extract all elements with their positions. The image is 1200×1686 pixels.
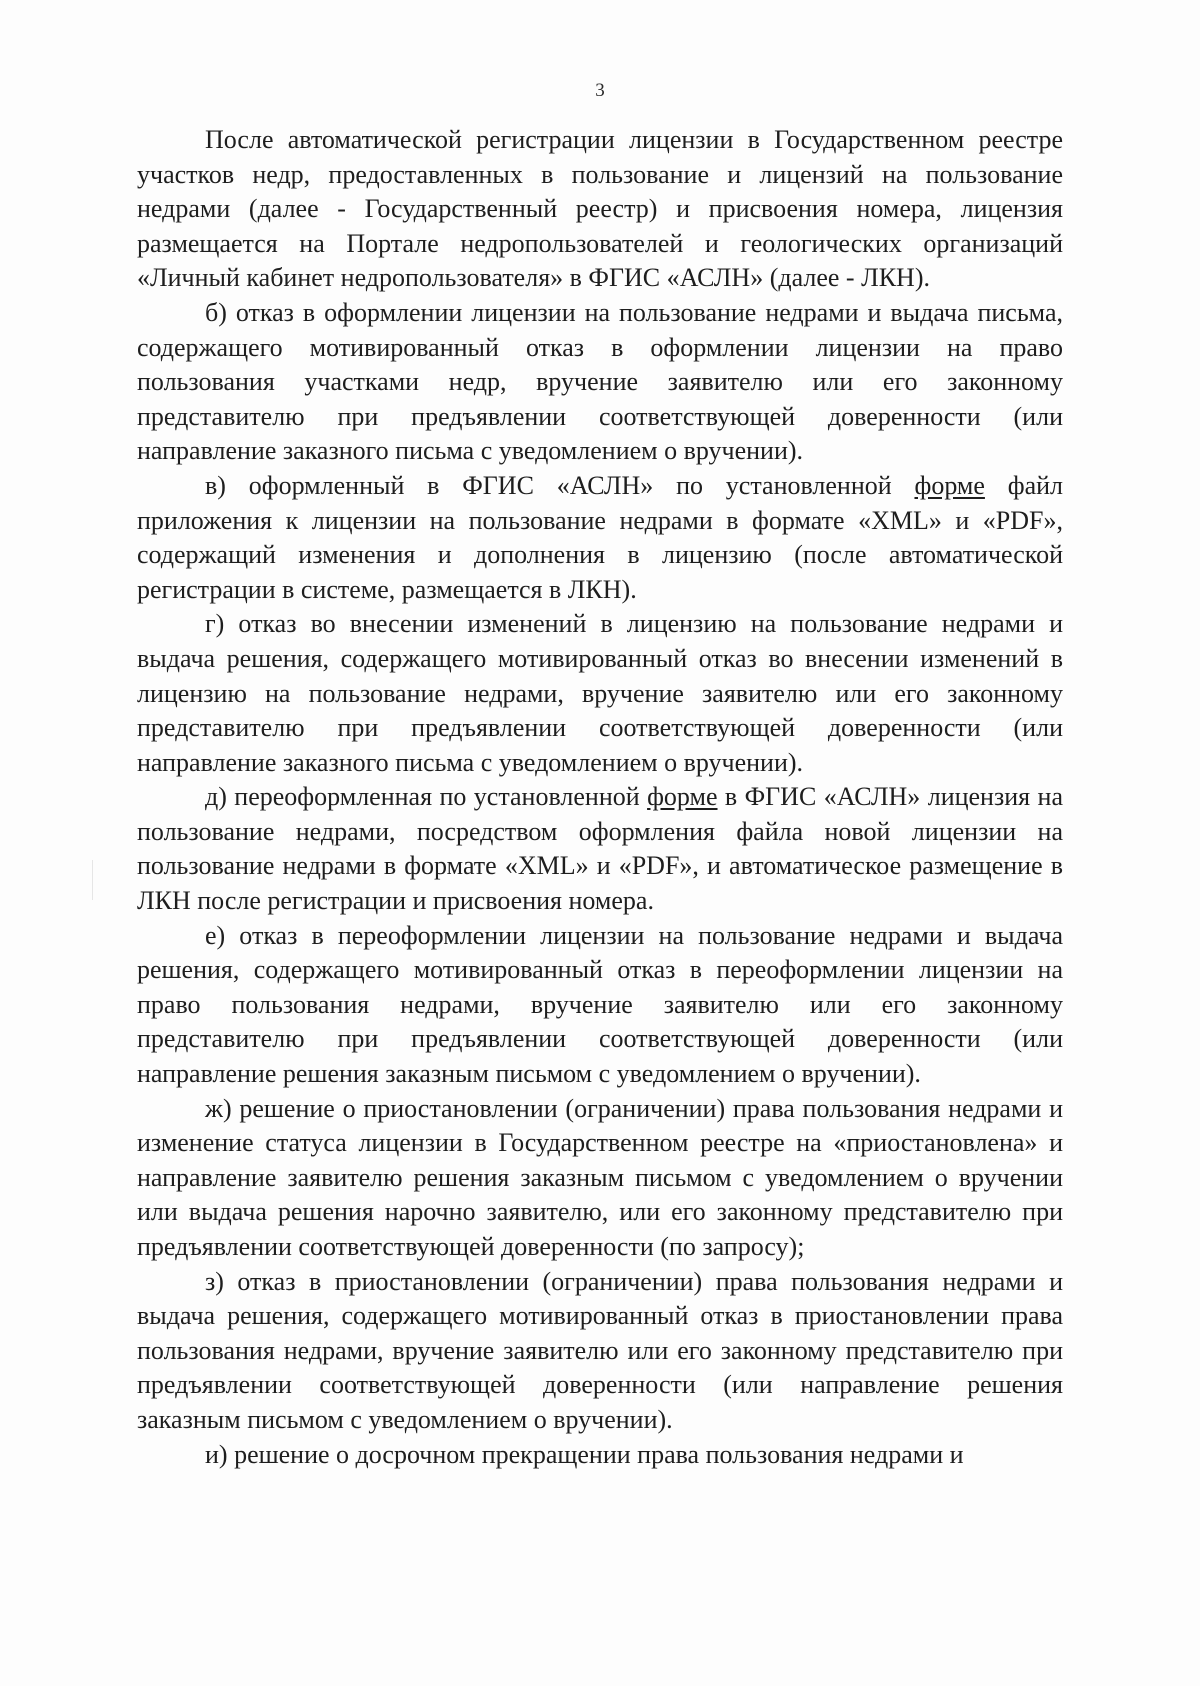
paragraph-d-text-start: д) переоформленная по установленной — [205, 782, 648, 812]
paragraph-g: г) отказ во внесении изменений в лицензию на пользование недрами и выдача решения, содержащего мотивированный отказ во внесении изменений в лицензию на пользование недрами, вручение заявителю или его законному представителю при предъявлении соответствующей доверенности (или направление заказного письма с уведомлением о вручении). — [137, 609, 1063, 777]
form-link[interactable]: форме — [647, 782, 718, 812]
paragraph-v — [137, 469, 1063, 607]
paragraph-b: б) отказ в оформлении лицензии на пользование недрами и выдача письма, содержащего мотивированный отказ в оформлении лицензии на право пользования участками недр, вручение заявителю или его законному представителю при предъявлении соответствующей доверенности (или направление заказного письма с уведомлением о вручении). — [137, 297, 1063, 466]
paragraph-zh: ж) решение о приостановлении (ограничении) права пользования недрами и изменение статуса лицензии в Государственном реестре на «приостановлена» и направление заявителю решения заказным письмом с уведомлением о вручении или выдача решения нарочно заявителю, или его законному представителю при предъявлении соответствующей доверенности (по запросу); — [137, 1093, 1063, 1261]
paragraph-z: з) отказ в приостановлении (ограничении) права пользования недрами и выдача решения, содержащего мотивированный отказ в приостановлении права пользования недрами, вручение заявителю или его законному представителю при предъявлении соответствующей доверенности (или направление решения заказным письмом с уведомлением о вручении). — [137, 1266, 1063, 1434]
paragraph-d — [137, 780, 1063, 918]
paragraph-i: и) решение о досрочном прекращении права пользования недрами и — [205, 1439, 964, 1469]
paragraph-e: е) отказ в переоформлении лицензии на пользование недрами и выдача решения, содержащего мотивированный отказ в переоформлении лицензии на право пользования недрами, вручение заявителю или его законному представителю при предъявлении соответствующей доверенности (или направление решения заказным письмом с уведомлением о вручении). — [137, 920, 1063, 1089]
paragraph-v-text-start: в) оформленный в ФГИС «АСЛН» по установленной — [205, 470, 915, 500]
page-number: 3 — [595, 80, 605, 101]
form-link[interactable]: форме — [914, 470, 985, 500]
document-body — [137, 123, 1063, 1472]
paragraph-d-text-end: в ФГИС «АСЛН» лицензия на пользование недрами, посредством оформления файла новой лицензии на пользование недрами в формате «XML» и «PDF», и автоматическое размещение в ЛКН после регистрации и присвоения номера. — [137, 782, 1063, 916]
scan-edge-mark — [92, 860, 93, 900]
paragraph-v-text-end: файл приложения к лицензии на пользование недрами в формате «XML» и «PDF», содержащий изменения и дополнения в лицензию (после автоматической регистрации в системе, размещается в ЛКН). — [137, 470, 1063, 604]
paragraph-registration: После автоматической регистрации лицензии в Государственном реестре участков недр, предоставленных в пользование и лицензий на пользование недрами (далее - Государственный реестр) и присвоения номера, лицензия размещается на Портале недропользователей и геологических организаций «Личный кабинет недропользователя» в ФГИС «АСЛН» (далее - ЛКН). — [137, 125, 1063, 293]
